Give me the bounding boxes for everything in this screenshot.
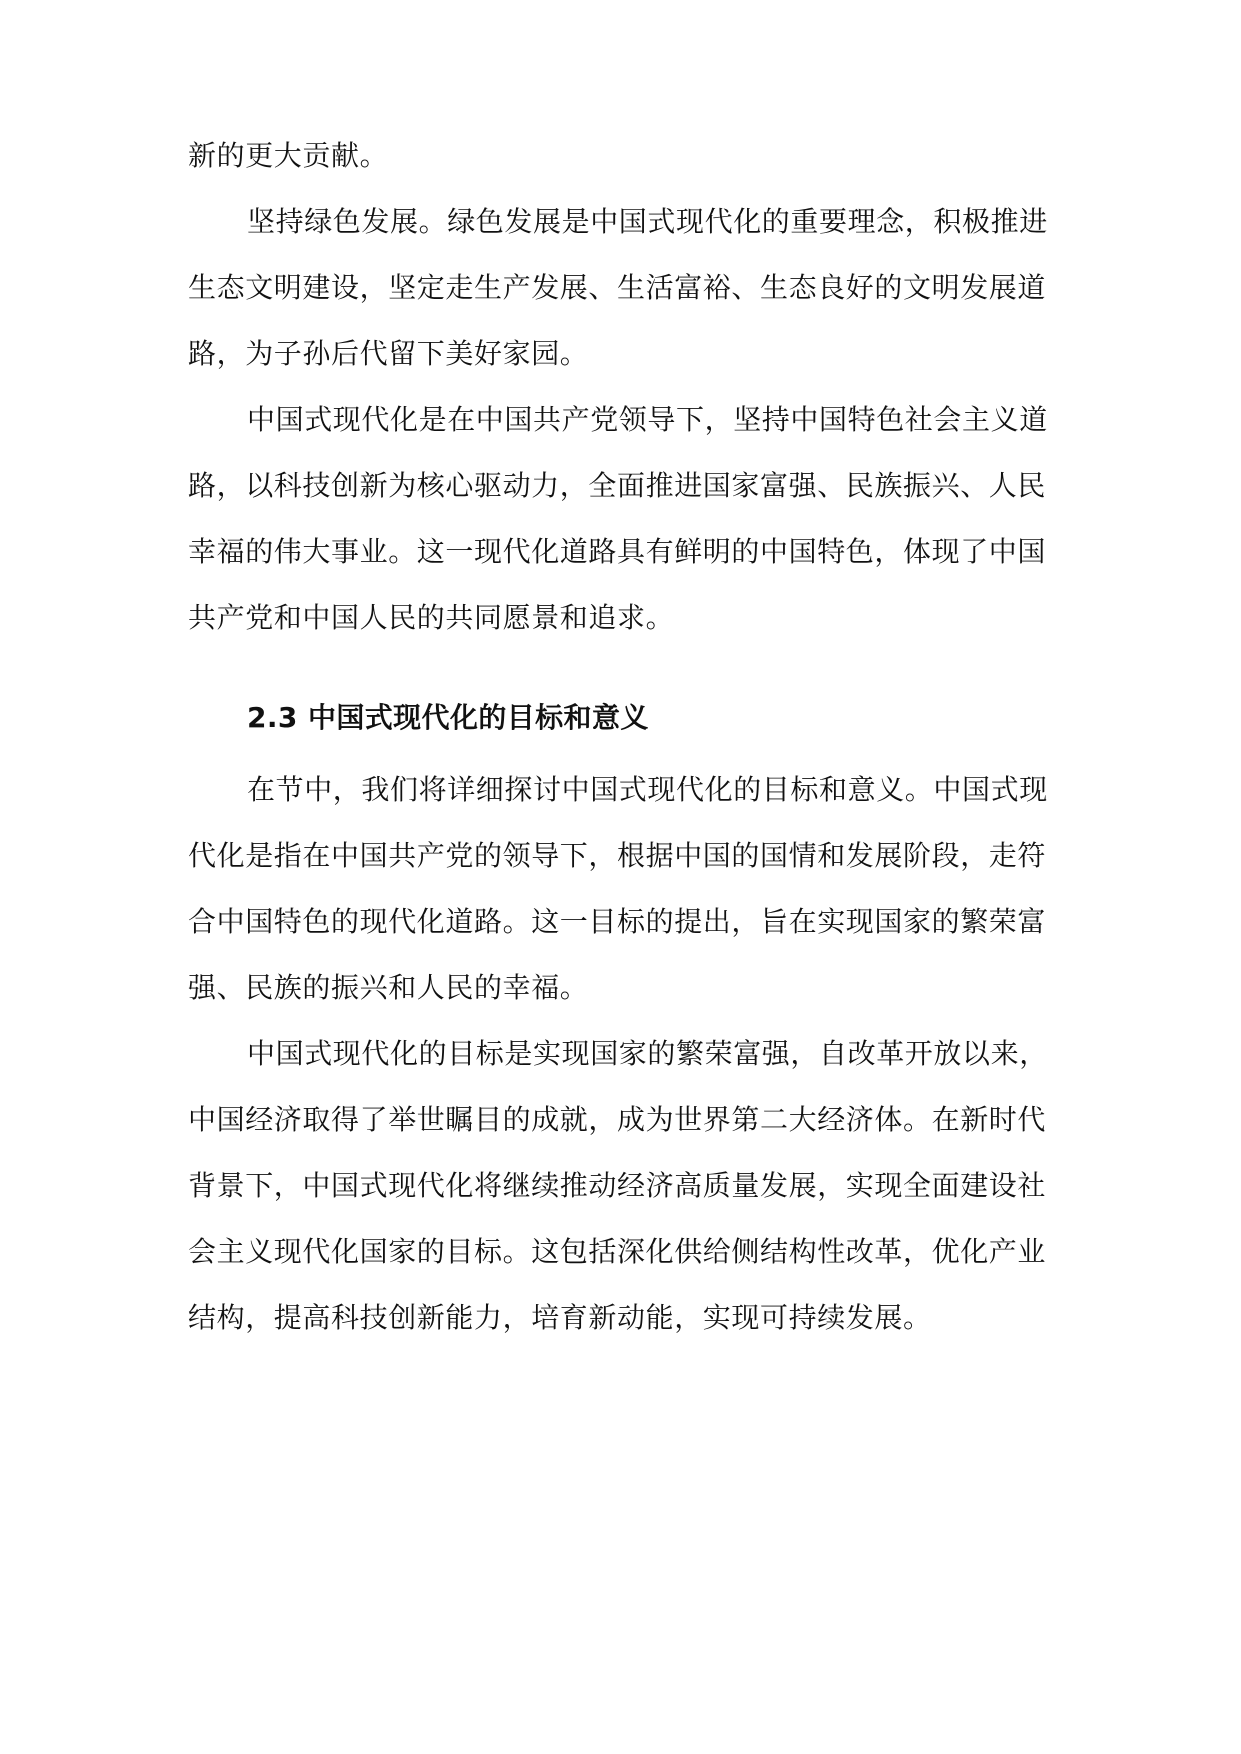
paragraph-line: 合中国特色的现代化道路。这一目标的提出，旨在实现国家的繁荣富 [188, 905, 1047, 938]
paragraph-line: 路，以科技创新为核心驱动力，全面推进国家富强、民族振兴、人民 [188, 469, 1047, 502]
paragraph-line: 中国经济取得了举世瞩目的成就，成为世界第二大经济体。在新时代 [188, 1103, 1047, 1136]
paragraph-line: 代化是指在中国共产党的领导下，根据中国的国情和发展阶段，走符 [188, 839, 1047, 872]
paragraph-line: 在节中，我们将详细探讨中国式现代化的目标和意义。中国式现 [247, 773, 1048, 806]
paragraph-line: 背景下，中国式现代化将继续推动经济高质量发展，实现全面建设社 [188, 1169, 1047, 1202]
paragraph-line: 结构，提高科技创新能力，培育新动能，实现可持续发展。 [188, 1301, 932, 1334]
paragraph-line: 中国式现代化的目标是实现国家的繁荣富强，自改革开放以来， [247, 1037, 1048, 1070]
paragraph-line: 生态文明建设，坚定走生产发展、生活富裕、生态良好的文明发展道 [188, 271, 1047, 304]
paragraph-line: 强、民族的振兴和人民的幸福。 [188, 971, 589, 1004]
paragraph-line: 会主义现代化国家的目标。这包括深化供给侧结构性改革，优化产业 [188, 1235, 1047, 1268]
paragraph-line: 路，为子孙后代留下美好家园。 [188, 337, 589, 370]
section-heading: 2.3 中国式现代化的目标和意义 [247, 701, 649, 734]
paragraph-line: 中国式现代化是在中国共产党领导下，坚持中国特色社会主义道 [247, 403, 1048, 436]
paragraph-line: 共产党和中国人民的共同愿景和追求。 [188, 601, 675, 634]
paragraph-line: 新的更大贡献。 [188, 139, 389, 172]
paragraph-line: 坚持绿色发展。绿色发展是中国式现代化的重要理念，积极推进 [247, 205, 1048, 238]
paragraph-line: 幸福的伟大事业。这一现代化道路具有鲜明的中国特色，体现了中国 [188, 535, 1047, 568]
